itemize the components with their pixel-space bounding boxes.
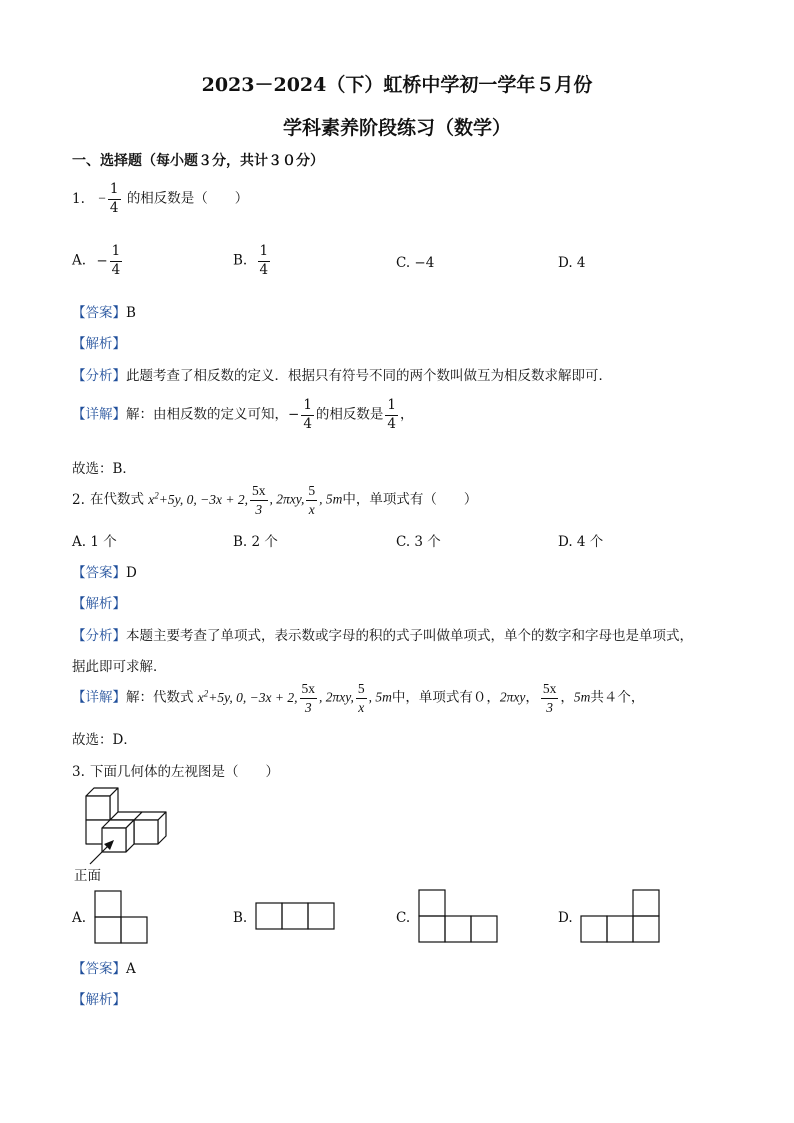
front-arrow [88,834,128,868]
q2-option-d: D. 4 个 [558,534,604,550]
q2-analysis-line2: 据此即可求解． [72,659,167,675]
question-1: 1. − $\frac{1}{4}$ 的相反数是（ ） [72,181,249,216]
q2-answer-line: 【答案】D [72,565,137,581]
option-c: C. −4 [396,255,435,271]
option-a: A. − $\frac{1}{4}$ [72,243,121,278]
choose-line: 故选：B． [72,461,136,477]
option-d-view [580,889,662,945]
question-number: 1. [72,190,85,207]
front-label: 正面 [74,868,101,884]
section-heading: 一、选择题（每小题３分，共计３０分） [72,153,324,169]
q2-option-b: B. 2 个 [233,534,278,550]
q2-detail-line: 【详解】解：代数式 $x^2+5y$, 0, −3x + 2, $\frac{5x}{3}$ , 2πxy, $\frac{5}{x}$ , 5m中，单项式有０，2πxy， $\frac{5x}{3}$ ，5m共４个， [72,681,645,715]
option-d: D. 4 [558,255,586,271]
page-title-line1: 2023－2024（下）虹桥中学初一学年５月份 [201,74,593,96]
q3-option-c-label: C. [396,910,411,926]
option-a-view [94,890,150,946]
option-b-view [255,902,337,932]
analysis-line: 【分析】此题考查了相反数的定义．根据只有符号不同的两个数叫做互为相反数求解即可． [72,368,612,384]
q2-analysis-line1: 【分析】本题主要考查了单项式，表示数或字母的积的式子叫做单项式，单个的数字和字母也是单项式， [72,628,693,644]
option-b: B. $\frac{1}{4}$ [233,243,269,278]
option-c-view [418,889,500,945]
detail-line: 【详解】解：由相反数的定义可知，− $\frac{1}{4}$ 的相反数是 $\frac{1}{4}$ ， [72,397,414,432]
question-2: 2. 在代数式 $x^2+5y$, 0, −3x + 2, $\frac{5x}{3}$ , 2πxy, $\frac{5}{x}$ , 5m中，单项式有（ ） [72,483,478,517]
question-stem: 的相反数是（ ） [126,190,249,207]
q2-jiexi-tag: 【解析】 [72,596,126,612]
page-title-line2: 学科素养阶段练习（数学） [282,117,511,139]
answer-line: 【答案】B [72,305,136,321]
q3-jiexi-tag: 【解析】 [72,992,126,1008]
question-3: 3. 下面几何体的左视图是（ ） [72,764,279,780]
q2-option-a: A. 1 个 [72,534,117,550]
jiexi-tag: 【解析】 [72,336,126,352]
q3-answer-line: 【答案】A [72,961,136,977]
q3-option-a-label: A. [72,910,87,926]
q2-choose-line: 故选：D． [72,732,137,748]
q2-option-c: C. 3 个 [396,534,441,550]
fraction-neg-quarter: $\frac{1}{4}$ [109,181,119,216]
q3-option-d-label: D. [558,910,573,926]
q3-option-b-label: B. [233,910,248,926]
